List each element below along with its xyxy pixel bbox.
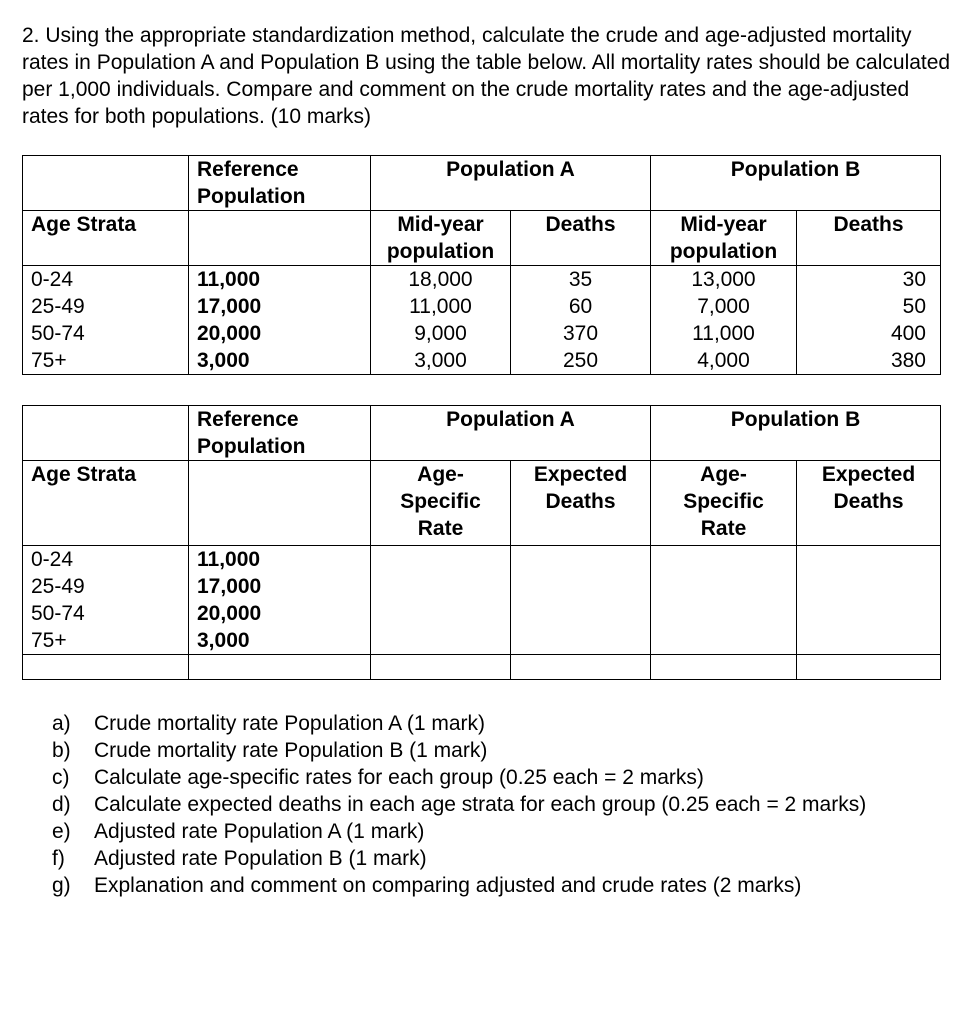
part-label: g): [52, 874, 71, 897]
part-text: Calculate age-specific rates for each group (0.25 each = 2 marks): [94, 766, 704, 789]
empty-cell: [23, 655, 189, 680]
expected-deaths-b-blank: [797, 546, 941, 655]
population-b-column: [651, 266, 797, 375]
part-text: Adjusted rate Population A (1 mark): [94, 820, 425, 843]
deaths-a-cell: 370: [562, 322, 599, 345]
age-specific-rate-a-header: [371, 461, 511, 546]
list-item: [52, 872, 952, 899]
age-strata-cell: 75+: [31, 629, 67, 652]
empty-cell: [371, 655, 511, 680]
age-strata-cell: 50-74: [31, 602, 85, 625]
age-strata-header: Age Strata: [23, 461, 189, 546]
population-b-header: Population B: [651, 406, 941, 461]
population-a-cell: 18,000: [408, 268, 473, 291]
table-subheader-row: [23, 211, 941, 266]
deaths-b-cell: 380: [890, 349, 926, 372]
list-item: [52, 845, 952, 872]
deaths-a-cell: 60: [568, 295, 593, 318]
question-text: 2. Using the appropriate standardization method, calculate the crude and age-adjusted mortality rates in Population A and Population B using the table below. All mortality rates should be calculated per 1,000 individuals. Compare and comment on the crude mortality rates and the age-adjusted rates for both populations. (10 marks): [22, 24, 951, 128]
population-a-cell: 11,000: [409, 295, 472, 318]
list-item: [52, 710, 952, 737]
deaths-b-cell: 30: [902, 268, 926, 291]
part-text: Calculate expected deaths in each age strata for each group (0.25 each = 2 marks): [94, 793, 867, 816]
part-label: e): [52, 820, 71, 843]
age-strata-column: [23, 546, 189, 655]
population-b-cell: 11,000: [692, 322, 755, 345]
header-line: Specific: [683, 490, 764, 513]
age-specific-rate-b-header: [651, 461, 797, 546]
population-a-column: [371, 266, 511, 375]
age-specific-rate-b-blank: [651, 546, 797, 655]
reference-population-cell: 17,000: [197, 575, 262, 598]
header-line: Specific: [400, 490, 481, 513]
midyear-population-a-header: Mid-year population: [371, 211, 511, 266]
age-strata-header: Age Strata: [23, 211, 189, 266]
part-label: f): [52, 847, 65, 870]
empty-cell: [511, 655, 651, 680]
age-strata-cell: 50-74: [31, 322, 85, 345]
table-data-block: [23, 266, 941, 375]
age-strata-cell: 0-24: [31, 268, 74, 291]
population-b-cell: 13,000: [691, 268, 756, 291]
age-strata-cell: 0-24: [31, 548, 74, 571]
expected-deaths-b-header: [797, 461, 941, 546]
part-label: a): [52, 712, 71, 735]
header-line: Rate: [700, 517, 747, 540]
header-line: Rate: [417, 517, 464, 540]
deaths-a-cell: 250: [562, 349, 599, 372]
deaths-b-header: Deaths: [797, 211, 941, 266]
population-a-header: Population A: [371, 156, 651, 211]
reference-population-cell: 11,000: [197, 268, 261, 291]
expected-deaths-a-blank: [511, 546, 651, 655]
empty-header-cell: [23, 156, 189, 211]
header-line: Age-: [417, 463, 464, 486]
reference-population-column: [189, 266, 371, 375]
table-empty-row: [23, 655, 941, 680]
table-subheader-row: [23, 461, 941, 546]
reference-population-cell: 20,000: [197, 322, 262, 345]
list-item: [52, 818, 952, 845]
table-data-block: [23, 546, 941, 655]
list-item: [52, 764, 952, 791]
deaths-b-column: [797, 266, 941, 375]
reference-population-cell: 11,000: [197, 548, 261, 571]
part-label: c): [52, 766, 70, 789]
midyear-population-b-header: Mid-year population: [651, 211, 797, 266]
age-strata-cell: 25-49: [31, 575, 85, 598]
header-line: Expected: [533, 463, 628, 486]
reference-population-cell: 3,000: [197, 349, 250, 372]
population-b-cell: 4,000: [697, 349, 750, 372]
list-item: [52, 737, 952, 764]
part-text: Adjusted rate Population B (1 mark): [94, 847, 427, 870]
age-strata-column: [23, 266, 189, 375]
reference-population-column: [189, 546, 371, 655]
empty-cell: [189, 655, 371, 680]
population-a-cell: 9,000: [414, 322, 467, 345]
age-strata-cell: 75+: [31, 349, 67, 372]
age-specific-rate-a-blank: [371, 546, 511, 655]
reference-population-cell: 3,000: [197, 629, 250, 652]
empty-header-cell: [23, 406, 189, 461]
empty-cell: [651, 655, 797, 680]
empty-subheader-cell: [189, 211, 371, 266]
question-parts-list: [52, 710, 952, 899]
deaths-a-column: [511, 266, 651, 375]
header-line: Deaths: [833, 490, 904, 513]
part-text: Crude mortality rate Population A (1 mark): [94, 712, 486, 735]
population-a-cell: 3,000: [414, 349, 467, 372]
expected-deaths-a-header: [511, 461, 651, 546]
reference-population-cell: 20,000: [197, 602, 262, 625]
population-b-cell: 7,000: [697, 295, 750, 318]
reference-population-header: Reference Population: [189, 156, 371, 211]
part-text: Explanation and comment on comparing adjusted and crude rates (2 marks): [94, 874, 802, 897]
reference-population-cell: 17,000: [197, 295, 262, 318]
deaths-b-cell: 400: [890, 322, 926, 345]
part-label: b): [52, 739, 71, 762]
header-line: Deaths: [545, 490, 616, 513]
table-header-row: [23, 156, 941, 211]
age-strata-cell: 25-49: [31, 295, 85, 318]
reference-population-header: Reference Population: [189, 406, 371, 461]
deaths-b-cell: 50: [902, 295, 926, 318]
part-text: Crude mortality rate Population B (1 mark): [94, 739, 488, 762]
population-a-header: Population A: [371, 406, 651, 461]
standardization-worksheet-table: [22, 405, 941, 680]
population-b-header: Population B: [651, 156, 941, 211]
deaths-a-cell: 35: [568, 268, 593, 291]
table-header-row: [23, 406, 941, 461]
empty-subheader-cell: [189, 461, 371, 546]
header-line: Expected: [821, 463, 916, 486]
mortality-data-table: [22, 155, 941, 375]
list-item: [52, 791, 952, 818]
header-line: Age-: [700, 463, 747, 486]
empty-cell: [797, 655, 941, 680]
deaths-a-header: Deaths: [511, 211, 651, 266]
part-label: d): [52, 793, 71, 816]
